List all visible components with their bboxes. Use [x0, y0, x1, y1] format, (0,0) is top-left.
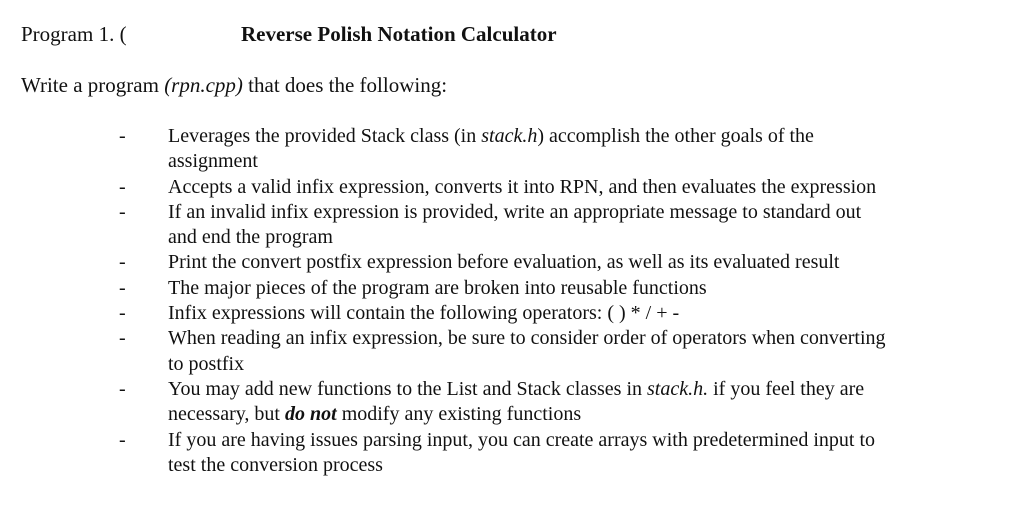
list-item: [119, 124, 999, 175]
item-text: and end the program: [168, 226, 333, 249]
item-text: If an invalid infix expression is provided, write an appropriate message to standard out: [168, 200, 862, 223]
item-text: The major pieces of the program are broken into reusable functions: [168, 276, 707, 299]
intro-paragraph: [21, 71, 447, 99]
list-item: [119, 301, 999, 326]
item-text: test the conversion process: [168, 453, 383, 476]
bullet-dash: -: [119, 125, 126, 147]
intro-text-after: that does the following:: [242, 73, 448, 97]
item-emphasis: stack.h: [481, 125, 538, 147]
item-emphasis: stack.h.: [647, 377, 709, 400]
bullet-dash: -: [119, 276, 126, 299]
item-text: ) accomplish the other goals of the: [537, 125, 814, 147]
item-text: If you are having issues parsing input, you can create arrays with predetermined input to: [168, 428, 876, 451]
item-text: Print the convert postfix expression before evaluation, as well as its evaluated result: [168, 251, 840, 274]
item-strong-emphasis: do not: [285, 403, 337, 426]
bullet-dash: -: [119, 302, 126, 325]
item-text: to postfix: [168, 352, 245, 375]
requirements-list: [119, 124, 999, 478]
list-item: [119, 377, 999, 428]
item-text: if you feel they are: [708, 377, 865, 400]
item-text: necessary, but: [168, 403, 285, 426]
list-item: [119, 276, 999, 301]
intro-filename: (rpn.cpp): [164, 73, 243, 97]
list-item: [119, 250, 999, 275]
document-heading: [21, 20, 557, 48]
list-item: [119, 200, 999, 251]
bullet-dash: -: [119, 175, 126, 198]
item-text: Infix expressions will contain the following operators: ( ) * / + -: [168, 302, 680, 325]
program-title: Reverse Polish Notation Calculator: [241, 22, 557, 46]
bullet-dash: -: [119, 377, 126, 400]
bullet-dash: -: [119, 200, 126, 223]
list-item: [119, 175, 999, 200]
item-text: When reading an infix expression, be sure to consider order of operators when converting: [168, 327, 886, 350]
item-text: You may add new functions to the List and Stack classes in: [168, 377, 648, 400]
item-text: Accepts a valid infix expression, converts it into RPN, and then evaluates the expression: [168, 175, 877, 198]
list-item: [119, 428, 999, 479]
item-text: Leverages the provided Stack class (in: [168, 125, 482, 147]
item-text: assignment: [168, 150, 258, 173]
bullet-dash: -: [119, 327, 126, 350]
intro-text-before: Write a program: [21, 73, 165, 97]
list-item: [119, 326, 999, 377]
item-text: modify any existing functions: [336, 403, 582, 426]
bullet-dash: -: [119, 251, 126, 274]
bullet-dash: -: [119, 428, 126, 451]
program-label: Program 1. (: [21, 22, 127, 46]
